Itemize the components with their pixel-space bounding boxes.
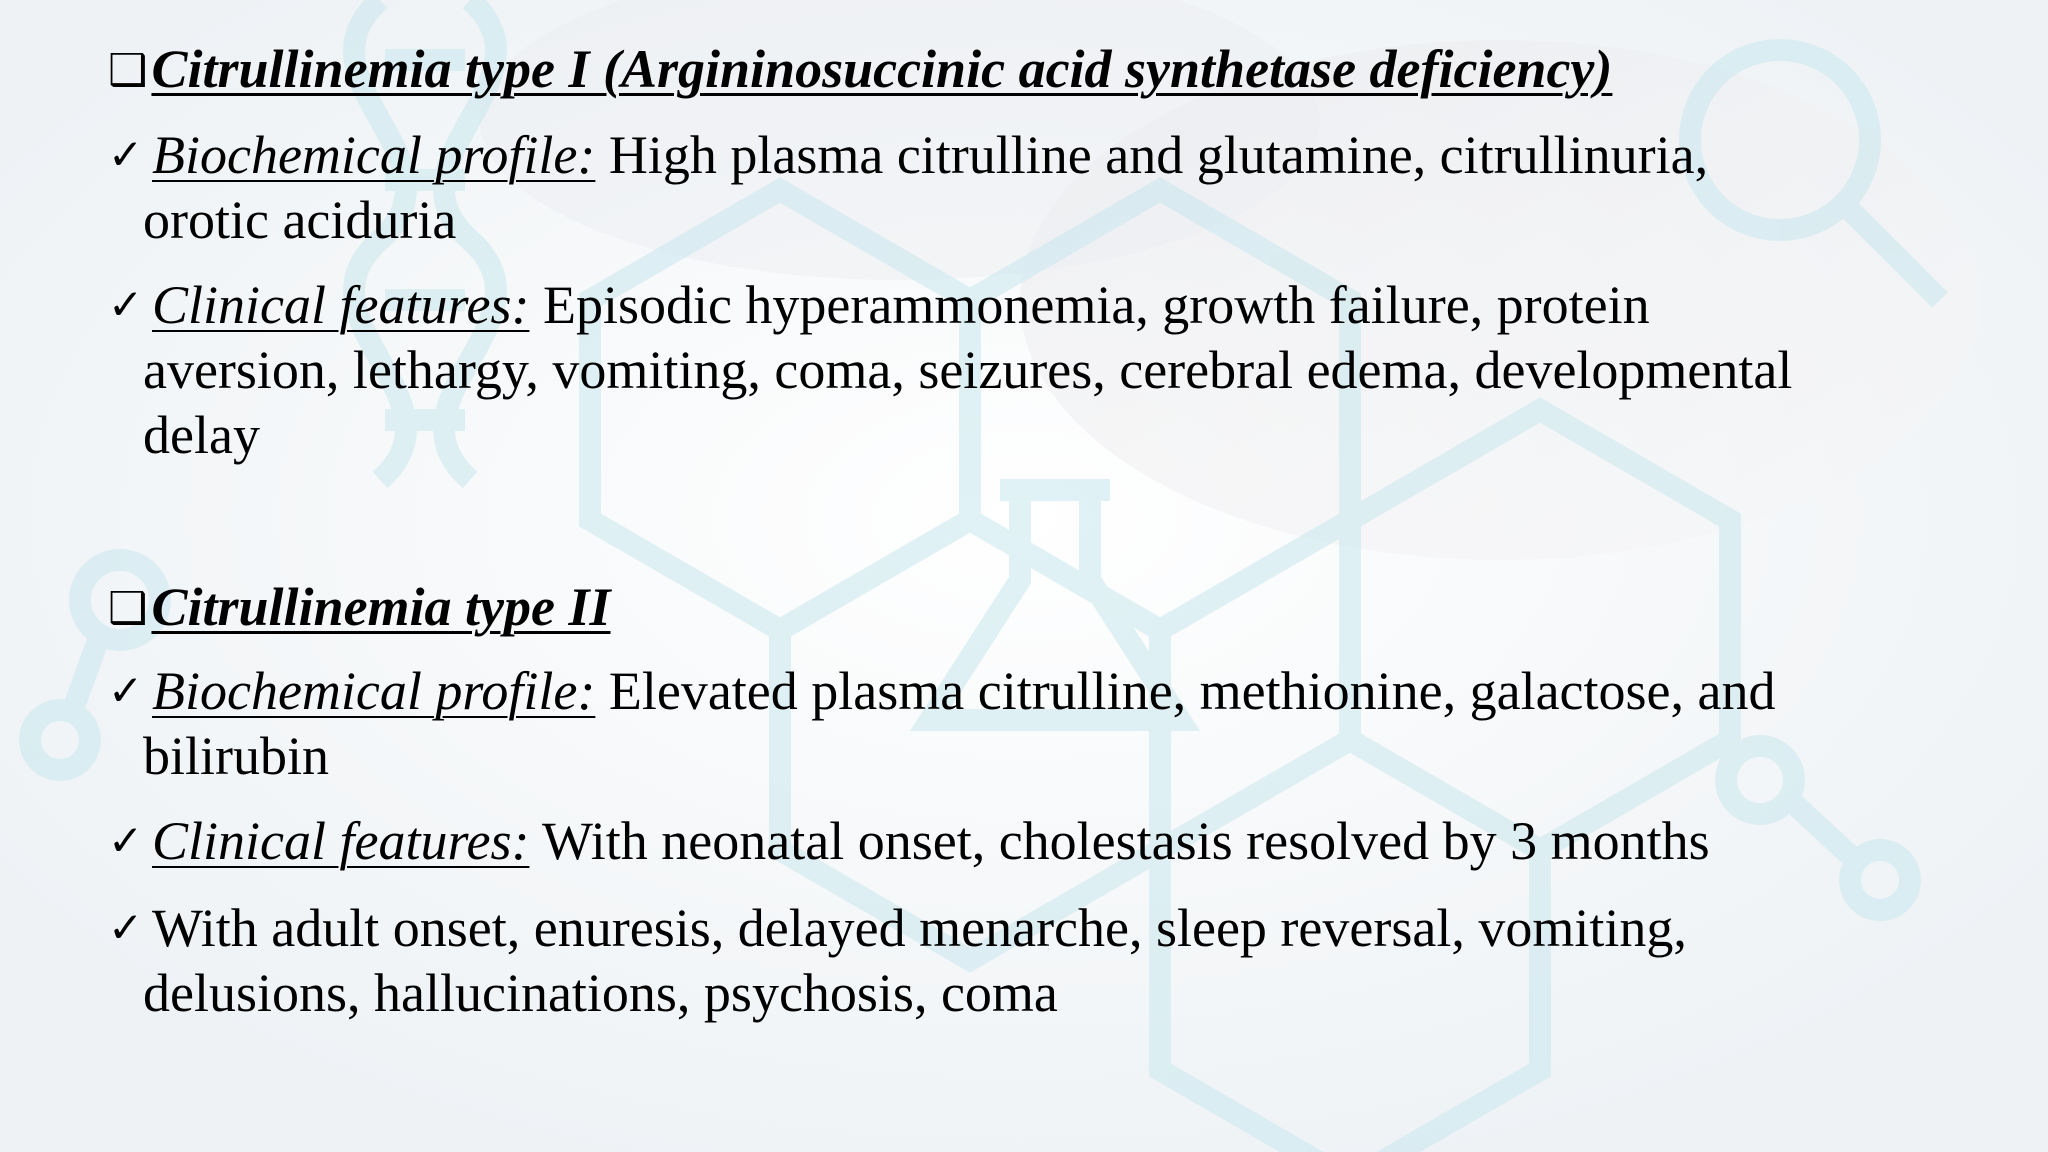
bullet-line <box>108 272 1988 338</box>
bullet-clinical-features-type2 <box>108 808 1988 874</box>
section-heading-type1 <box>108 36 1612 104</box>
bullet-label: Clinical features: <box>152 811 530 871</box>
bullet-text: With adult onset, enuresis, delayed menarche, sleep reversal, vomiting, <box>152 898 1687 958</box>
bullet-continuation: orotic aciduria <box>143 190 457 250</box>
checkmark-icon: ✓ <box>108 816 144 865</box>
checkmark-icon: ✓ <box>108 666 144 715</box>
heading-text: Citrullinemia type II <box>151 577 611 637</box>
bullet-biochemical-profile-type2 <box>108 658 1988 789</box>
bullet-adult-onset-type2 <box>108 895 1988 1026</box>
bullet-text: High plasma citrulline and glutamine, citrullinuria, <box>608 125 1709 185</box>
bullet-continuation: bilirubin <box>143 726 329 786</box>
bullet-text: Episodic hyperammonemia, growth failure, protein <box>542 275 1650 335</box>
bullet-line <box>108 658 1988 724</box>
square-bullet-icon: ❑ <box>108 45 148 96</box>
bullet-biochemical-profile-type1 <box>108 122 1988 253</box>
bullet-label: Biochemical profile: <box>152 661 596 721</box>
bullet-label: Clinical features: <box>152 275 530 335</box>
bullet-line <box>108 895 1988 961</box>
bullet-line <box>108 808 1988 874</box>
checkmark-icon: ✓ <box>108 130 144 179</box>
bullet-clinical-features-type1 <box>108 272 1988 468</box>
bullet-continuation: aversion, lethargy, vomiting, coma, seizures, cerebral edema, developmental <box>143 340 1793 400</box>
bullet-text: Elevated plasma citrulline, methionine, galactose, and <box>608 661 1776 721</box>
square-bullet-icon: ❑ <box>108 583 148 634</box>
bullet-continuation: delusions, hallucinations, psychosis, coma <box>143 963 1058 1023</box>
heading-text: Citrullinemia type I (Argininosuccinic acid synthetase deficiency) <box>151 39 1613 99</box>
bullet-label: Biochemical profile: <box>152 125 596 185</box>
checkmark-icon: ✓ <box>108 903 144 952</box>
bullet-text: With neonatal onset, cholestasis resolved by 3 months <box>541 811 1710 871</box>
section-heading-type2 <box>108 574 611 642</box>
checkmark-icon: ✓ <box>108 280 144 329</box>
bullet-line <box>108 122 1988 188</box>
bullet-continuation: delay <box>143 405 260 465</box>
